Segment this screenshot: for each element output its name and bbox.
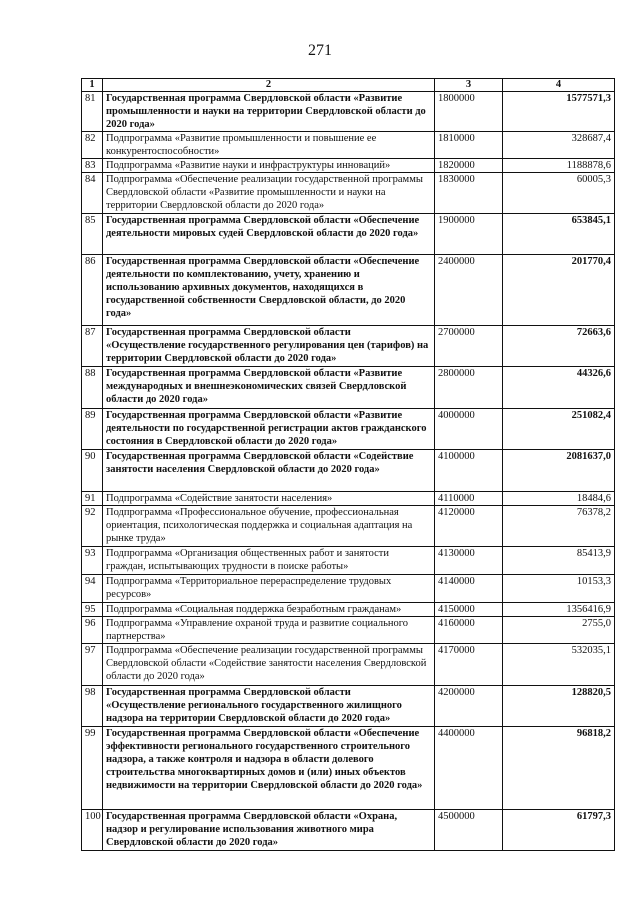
row-number: 91 bbox=[82, 492, 103, 506]
table-row bbox=[82, 159, 615, 173]
program-name: Государственная программа Свердловской области «Развитие промышленности и науки на территории Свердловской области до 2020 года» bbox=[103, 92, 435, 132]
target-code: 4120000 bbox=[435, 506, 503, 547]
row-number: 86 bbox=[82, 255, 103, 326]
target-code: 4500000 bbox=[435, 810, 503, 851]
program-name: Государственная программа Свердловской области «Обеспечение эффективности регионального государственного строительного надзора, а также контроля и надзора в области долевого строительства многоквартирных домов и (или) иных объектов недвижимости на территории Свердловской области до 2020 года» bbox=[103, 727, 435, 810]
amount-value: 1188878,6 bbox=[503, 159, 615, 173]
table-row bbox=[82, 132, 615, 159]
target-code: 4200000 bbox=[435, 686, 503, 727]
program-name: Государственная программа Свердловской области «Обеспечение деятельности мировых судей Свердловской области до 2020 года» bbox=[103, 214, 435, 255]
amount-value: 10153,3 bbox=[503, 575, 615, 603]
row-number: 94 bbox=[82, 575, 103, 603]
program-name: Подпрограмма «Развитие науки и инфраструктуры инноваций» bbox=[103, 159, 435, 173]
program-name: Подпрограмма «Развитие промышленности и повышение ее конкурентоспособности» bbox=[103, 132, 435, 159]
amount-value: 96818,2 bbox=[503, 727, 615, 810]
row-number: 92 bbox=[82, 506, 103, 547]
program-name: Государственная программа Свердловской области «Обеспечение деятельности по комплектованию, учету, хранению и использованию архивных документов, находящихся в государственной собственности Свердловской области, до 2020 года» bbox=[103, 255, 435, 326]
table-row bbox=[82, 173, 615, 214]
target-code: 1820000 bbox=[435, 159, 503, 173]
amount-value: 72663,6 bbox=[503, 326, 615, 367]
amount-value: 1577571,3 bbox=[503, 92, 615, 132]
amount-value: 76378,2 bbox=[503, 506, 615, 547]
program-name: Подпрограмма «Профессиональное обучение, профессиональная ориентация, психологическая поддержка и социальная адаптация на рынке труда» bbox=[103, 506, 435, 547]
target-code: 4170000 bbox=[435, 644, 503, 686]
amount-value: 328687,4 bbox=[503, 132, 615, 159]
program-name: Подпрограмма «Управление охраной труда и развитие социального партнерства» bbox=[103, 617, 435, 644]
row-number: 85 bbox=[82, 214, 103, 255]
target-code: 2700000 bbox=[435, 326, 503, 367]
program-name: Государственная программа Свердловской области «Осуществление регионального государственного жилищного надзора на территории Свердловской области до 2020 года» bbox=[103, 686, 435, 727]
table-row bbox=[82, 367, 615, 409]
table-row bbox=[82, 810, 615, 851]
table-row bbox=[82, 326, 615, 367]
target-code: 4110000 bbox=[435, 492, 503, 506]
row-number: 98 bbox=[82, 686, 103, 727]
target-code: 2800000 bbox=[435, 367, 503, 409]
amount-value: 653845,1 bbox=[503, 214, 615, 255]
target-code: 4150000 bbox=[435, 603, 503, 617]
row-number: 99 bbox=[82, 727, 103, 810]
table-row bbox=[82, 603, 615, 617]
row-number: 89 bbox=[82, 409, 103, 450]
target-code: 2400000 bbox=[435, 255, 503, 326]
program-name: Государственная программа Свердловской области «Охрана, надзор и регулирование использования животного мира Свердловской области до 2020 года» bbox=[103, 810, 435, 851]
column-header: 1 bbox=[82, 79, 103, 92]
table-row bbox=[82, 492, 615, 506]
amount-value: 44326,6 bbox=[503, 367, 615, 409]
program-name: Государственная программа Свердловской области «Содействие занятости населения Свердловской области до 2020 года» bbox=[103, 450, 435, 492]
program-name: Государственная программа Свердловской области «Развитие деятельности по государственной регистрации актов гражданского состояния в Свердловской области до 2020 года» bbox=[103, 409, 435, 450]
program-name: Подпрограмма «Обеспечение реализации государственной программы Свердловской области «Содействие занятости населения Свердловской области до 2020 года» bbox=[103, 644, 435, 686]
amount-value: 2081637,0 bbox=[503, 450, 615, 492]
table-row bbox=[82, 644, 615, 686]
program-name: Государственная программа Свердловской области «Развитие международных и внешнеэкономических связей Свердловской области до 2020 года» bbox=[103, 367, 435, 409]
table-row bbox=[82, 547, 615, 575]
row-number: 96 bbox=[82, 617, 103, 644]
table-header-row bbox=[82, 79, 615, 92]
row-number: 93 bbox=[82, 547, 103, 575]
target-code: 1800000 bbox=[435, 92, 503, 132]
table-row bbox=[82, 617, 615, 644]
table-row bbox=[82, 450, 615, 492]
table-row bbox=[82, 686, 615, 727]
amount-value: 60005,3 bbox=[503, 173, 615, 214]
target-code: 4100000 bbox=[435, 450, 503, 492]
row-number: 87 bbox=[82, 326, 103, 367]
table-row bbox=[82, 727, 615, 810]
amount-value: 61797,3 bbox=[503, 810, 615, 851]
table-row bbox=[82, 506, 615, 547]
target-code: 1810000 bbox=[435, 132, 503, 159]
column-header: 3 bbox=[435, 79, 503, 92]
row-number: 82 bbox=[82, 132, 103, 159]
row-number: 88 bbox=[82, 367, 103, 409]
amount-value: 128820,5 bbox=[503, 686, 615, 727]
table-row bbox=[82, 409, 615, 450]
amount-value: 532035,1 bbox=[503, 644, 615, 686]
column-header: 2 bbox=[103, 79, 435, 92]
target-code: 4160000 bbox=[435, 617, 503, 644]
budget-table bbox=[81, 78, 615, 851]
program-name: Подпрограмма «Обеспечение реализации государственной программы Свердловской области «Развитие промышленности и науки на территории Свердловской области до 2020 года» bbox=[103, 173, 435, 214]
row-number: 100 bbox=[82, 810, 103, 851]
program-name: Подпрограмма «Содействие занятости населения» bbox=[103, 492, 435, 506]
page-number: 271 bbox=[308, 42, 332, 59]
row-number: 84 bbox=[82, 173, 103, 214]
amount-value: 251082,4 bbox=[503, 409, 615, 450]
row-number: 97 bbox=[82, 644, 103, 686]
row-number: 83 bbox=[82, 159, 103, 173]
program-name: Подпрограмма «Организация общественных работ и занятости граждан, испытывающих трудности в поиске работы» bbox=[103, 547, 435, 575]
amount-value: 2755,0 bbox=[503, 617, 615, 644]
program-name: Подпрограмма «Территориальное перераспределение трудовых ресурсов» bbox=[103, 575, 435, 603]
target-code: 1830000 bbox=[435, 173, 503, 214]
target-code: 4400000 bbox=[435, 727, 503, 810]
row-number: 95 bbox=[82, 603, 103, 617]
target-code: 4000000 bbox=[435, 409, 503, 450]
program-name: Подпрограмма «Социальная поддержка безработным гражданам» bbox=[103, 603, 435, 617]
table-row bbox=[82, 214, 615, 255]
table-row bbox=[82, 575, 615, 603]
amount-value: 201770,4 bbox=[503, 255, 615, 326]
table-row bbox=[82, 92, 615, 132]
target-code: 4130000 bbox=[435, 547, 503, 575]
column-header: 4 bbox=[503, 79, 615, 92]
program-name: Государственная программа Свердловской области «Осуществление государственного регулирования цен (тарифов) на территории Свердловской области до 2020 года» bbox=[103, 326, 435, 367]
target-code: 4140000 bbox=[435, 575, 503, 603]
amount-value: 85413,9 bbox=[503, 547, 615, 575]
table-row bbox=[82, 255, 615, 326]
target-code: 1900000 bbox=[435, 214, 503, 255]
row-number: 81 bbox=[82, 92, 103, 132]
row-number: 90 bbox=[82, 450, 103, 492]
amount-value: 18484,6 bbox=[503, 492, 615, 506]
amount-value: 1356416,9 bbox=[503, 603, 615, 617]
